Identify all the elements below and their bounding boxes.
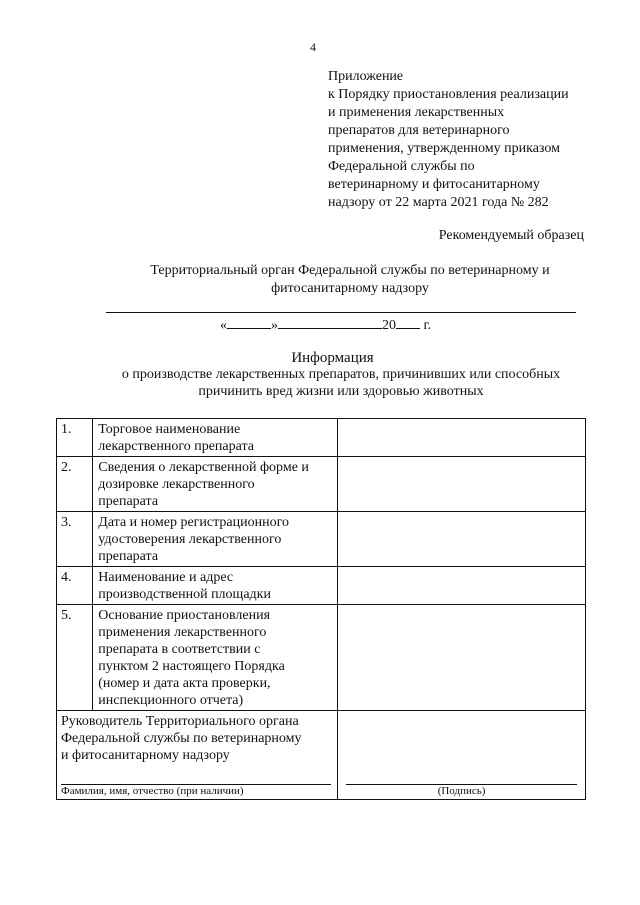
row-label-line: дозировке лекарственного xyxy=(98,477,255,492)
authority-line: фитосанитарному надзору xyxy=(271,281,429,296)
date-year-suffix: г. xyxy=(423,318,432,333)
date-day-blank[interactable] xyxy=(227,314,271,329)
subtitle-line: о производстве лекарственных препаратов, причинивших или способных xyxy=(121,367,561,382)
row-label-line: пунктом 2 настоящего Порядка xyxy=(98,659,285,674)
appendix-line: Федеральной службы по xyxy=(328,159,475,174)
document-subtitle xyxy=(96,366,586,400)
head-title-line: и фитосанитарному надзору xyxy=(61,748,230,763)
appendix-line: к Порядку приостановления реализации xyxy=(328,87,569,102)
row-number: 5. xyxy=(57,605,93,711)
row-number: 1. xyxy=(57,419,93,457)
date-field xyxy=(220,314,431,334)
row-label-line: (номер и дата акта проверки, xyxy=(98,676,271,691)
row-value-field[interactable] xyxy=(338,457,586,512)
date-year-prefix: 20 xyxy=(382,318,396,333)
table-row xyxy=(57,512,586,567)
appendix-line: и применения лекарственных xyxy=(328,105,505,120)
date-month-blank[interactable] xyxy=(278,314,382,329)
signature-row xyxy=(57,711,586,800)
row-label-line: лекарственного препарата xyxy=(98,439,254,454)
authority-line: Территориальный орган Федеральной службы по ветеринарному и xyxy=(150,263,550,278)
row-value-field[interactable] xyxy=(338,567,586,605)
appendix-line: применения, утвержденному приказом xyxy=(328,141,560,156)
signature-block[interactable] xyxy=(338,711,586,800)
date-open-quote: « xyxy=(220,318,227,333)
page-number: 4 xyxy=(310,40,316,54)
row-label-line: производственной площадки xyxy=(98,587,271,602)
head-block xyxy=(57,711,338,800)
row-number: 2. xyxy=(57,457,93,512)
row-number: 4. xyxy=(57,567,93,605)
row-label-line: Сведения о лекарственной форме и xyxy=(98,460,309,475)
table-row xyxy=(57,567,586,605)
table-row xyxy=(57,457,586,512)
authority-name xyxy=(60,262,640,298)
row-value-field[interactable] xyxy=(338,419,586,457)
head-title-line: Руководитель Территориального органа xyxy=(61,714,299,729)
date-close-quote: » xyxy=(271,318,278,333)
table-row xyxy=(57,419,586,457)
appendix-line: надзору от 22 марта 2021 года № 282 xyxy=(328,195,549,210)
date-year-blank[interactable] xyxy=(396,314,420,329)
row-value-field[interactable] xyxy=(338,512,586,567)
appendix-line: ветеринарному и фитосанитарному xyxy=(328,177,540,192)
table-row xyxy=(57,605,586,711)
row-label-line: инспекционного отчета) xyxy=(98,693,244,708)
row-label xyxy=(93,457,338,512)
row-label-line: Основание приостановления xyxy=(98,608,271,623)
appendix-header xyxy=(328,68,598,212)
row-label xyxy=(93,567,338,605)
signature-caption: (Подпись) xyxy=(437,785,486,797)
row-label-line: Дата и номер регистрационного xyxy=(98,515,289,530)
row-label-line: Наименование и адрес xyxy=(98,570,234,585)
fio-caption: Фамилия, имя, отчество (при наличии) xyxy=(61,785,244,797)
row-label-line: препарата в соответствии с xyxy=(98,642,261,657)
row-label-line: применения лекарственного xyxy=(98,625,267,640)
appendix-line: препаратов для ветеринарного xyxy=(328,123,510,138)
row-label-line: удостоверения лекарственного xyxy=(98,532,282,547)
row-label-line: Торговое наименование xyxy=(98,422,241,437)
row-label xyxy=(93,605,338,711)
row-label xyxy=(93,512,338,567)
appendix-line: Приложение xyxy=(328,69,404,84)
info-table xyxy=(56,418,586,800)
row-label-line: препарата xyxy=(98,494,159,509)
row-label xyxy=(93,419,338,457)
sample-label: Рекомендуемый образец xyxy=(438,228,584,243)
document-title: Информация xyxy=(291,350,374,366)
divider-rule xyxy=(106,312,576,313)
row-value-field[interactable] xyxy=(338,605,586,711)
row-label-line: препарата xyxy=(98,549,159,564)
row-number: 3. xyxy=(57,512,93,567)
subtitle-line: причинить вред жизни или здоровью животных xyxy=(198,384,484,399)
head-title-line: Федеральной службы по ветеринарному xyxy=(61,731,302,746)
